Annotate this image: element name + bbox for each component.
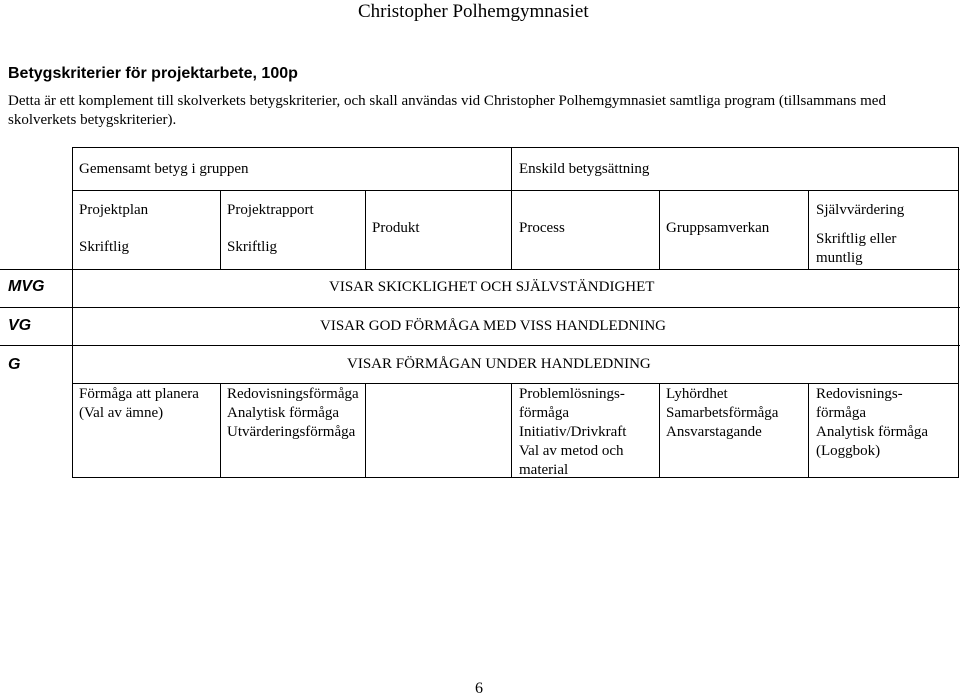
skill-item: Redovisnings- <box>816 386 903 402</box>
school-name: Christopher Polhemgymnasiet <box>358 1 589 22</box>
skill-item: Redovisningsförmåga <box>227 386 359 402</box>
table-divider <box>220 383 221 478</box>
table-rule <box>72 383 959 384</box>
skill-item: Samarbetsförmåga <box>666 405 779 421</box>
column-header-produkt: Produkt <box>372 220 420 236</box>
skill-item: Analytisk förmåga <box>816 424 929 440</box>
table-divider <box>808 190 809 270</box>
skill-item: Analytisk förmåga <box>227 405 340 421</box>
table-border-right <box>958 147 959 478</box>
column-header-projektplan: Projektplan <box>79 202 149 218</box>
skill-item: Förmåga att planera <box>79 386 199 402</box>
table-divider <box>808 383 809 478</box>
table-divider <box>511 147 512 191</box>
grade-label-g: G <box>8 356 21 373</box>
skills-projektplan <box>79 385 199 423</box>
grade-criterion-vg: VISAR GOD FÖRMÅGA MED VISS HANDLEDNING <box>320 318 666 334</box>
table-divider <box>659 190 660 270</box>
skill-item: förmåga <box>519 405 569 421</box>
column-sub-projektrapport: Skriftlig <box>227 239 278 255</box>
column-header-projektrapport: Projektrapport <box>227 202 314 218</box>
skill-item: Ansvarstagande <box>666 424 762 440</box>
table-divider <box>511 383 512 478</box>
skill-item: (Val av ämne) <box>79 405 164 421</box>
grade-criterion-mvg: VISAR SKICKLIGHET OCH SJÄLVSTÄNDIGHET <box>329 279 655 295</box>
skill-item: Utvärderingsförmåga <box>227 424 356 440</box>
skill-item: (Loggbok) <box>816 443 881 459</box>
table-border-bottom <box>72 477 959 478</box>
column-header-process: Process <box>519 220 565 236</box>
column-sub-sjalvvardering-cont: muntlig <box>816 250 863 266</box>
skill-item: förmåga <box>816 405 866 421</box>
table-rule <box>0 345 960 346</box>
skill-item: Val av metod och <box>519 443 624 459</box>
table-divider <box>365 190 366 270</box>
column-sub-projektplan: Skriftlig <box>79 239 130 255</box>
skill-item: Lyhördhet <box>666 386 728 402</box>
table-divider <box>511 190 512 270</box>
table-rule <box>72 190 959 191</box>
skills-sjalvvardering <box>816 385 928 461</box>
skill-item: material <box>519 462 569 478</box>
grade-criterion-g: VISAR FÖRMÅGAN UNDER HANDLEDNING <box>347 356 651 372</box>
group-grading-header: Gemensamt betyg i gruppen <box>79 161 249 177</box>
grade-label-vg: VG <box>8 317 32 334</box>
table-divider <box>365 383 366 478</box>
skill-item: Initiativ/Drivkraft <box>519 424 627 440</box>
table-border-left <box>72 147 73 478</box>
skills-projektrapport <box>227 385 359 442</box>
skills-process <box>519 385 626 480</box>
table-border-top <box>72 147 959 148</box>
grade-label-mvg: MVG <box>8 278 45 295</box>
column-header-gruppsamverkan: Gruppsamverkan <box>666 220 770 236</box>
intro-paragraph: Detta är ett komplement till skolverkets betygskriterier, och skall användas vid Christopher Polhemgymnasiet samtliga program (tillsammans med skolverkets betygskriterier). <box>8 93 886 128</box>
table-divider <box>220 190 221 270</box>
skill-item: Problemlösnings- <box>519 386 625 402</box>
table-divider <box>659 383 660 478</box>
table-rule <box>0 307 960 308</box>
individual-grading-header: Enskild betygsättning <box>519 161 650 177</box>
column-sub-sjalvvardering: Skriftlig eller <box>816 231 897 247</box>
skills-gruppsamverkan <box>666 385 778 442</box>
column-header-sjalvvardering: Självvärdering <box>816 202 905 218</box>
document-heading: Betygskriterier för projektarbete, 100p <box>8 65 298 82</box>
page-number: 6 <box>475 680 483 697</box>
table-rule <box>0 269 960 270</box>
